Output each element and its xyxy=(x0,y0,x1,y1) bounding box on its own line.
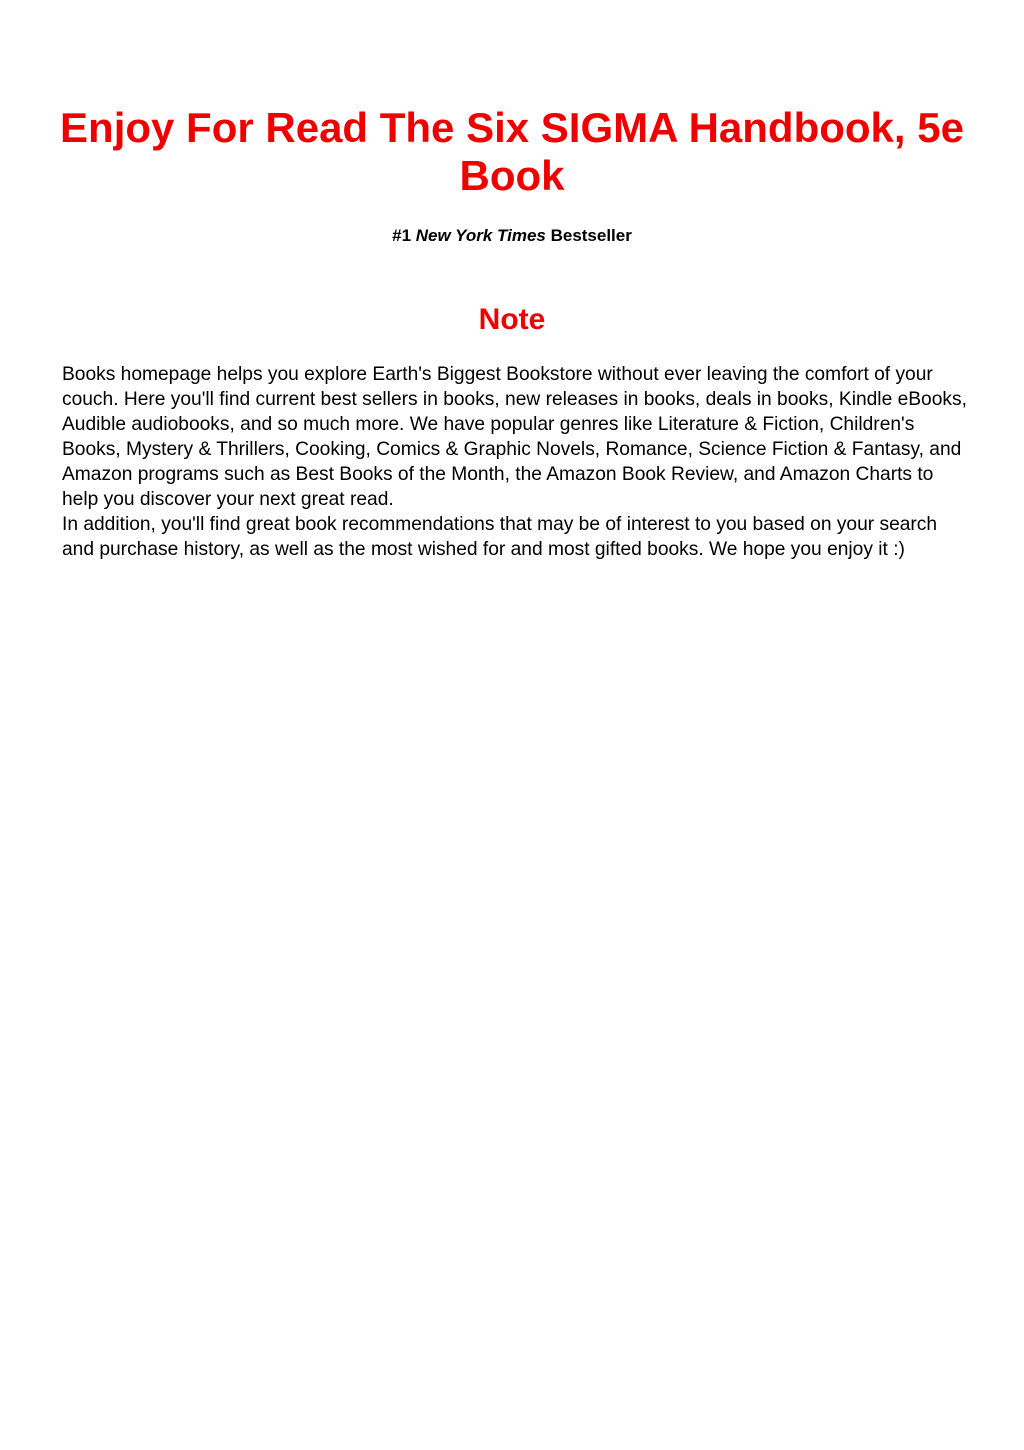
note-paragraph: In addition, you'll find great book recommendations that may be of interest to you based on your search and purchase history, as well as the most wished for and most gifted books. We hope you enjoy it :) xyxy=(62,514,938,560)
note-heading: Note xyxy=(478,303,546,336)
note-paragraph: Books homepage helps you explore Earth's Biggest Bookstore without ever leaving the comfort of your couch. Here you'll find current best sellers in books, new releases in books, deals in books, Kindle eBooks, Audible audiobooks, and so much more. We have popular genres like Literature & Fiction, Children's Books, Mystery & Thrillers, Cooking, Comics & Graphic Novels, Romance, Science Fiction & Fantasy, and Amazon programs such as Best Books of the Month, the Amazon Book Review, and Amazon Charts to help you discover your next great read. xyxy=(62,364,967,510)
note-body xyxy=(62,362,967,562)
subtitle-prefix: #1 xyxy=(392,226,416,245)
document-title: Enjoy For Read The Six SIGMA Handbook, 5e Book xyxy=(60,104,964,199)
subtitle-suffix: Bestseller xyxy=(545,226,632,245)
document-subtitle xyxy=(0,225,1024,247)
subtitle-emphasis: New York Times xyxy=(415,226,546,245)
